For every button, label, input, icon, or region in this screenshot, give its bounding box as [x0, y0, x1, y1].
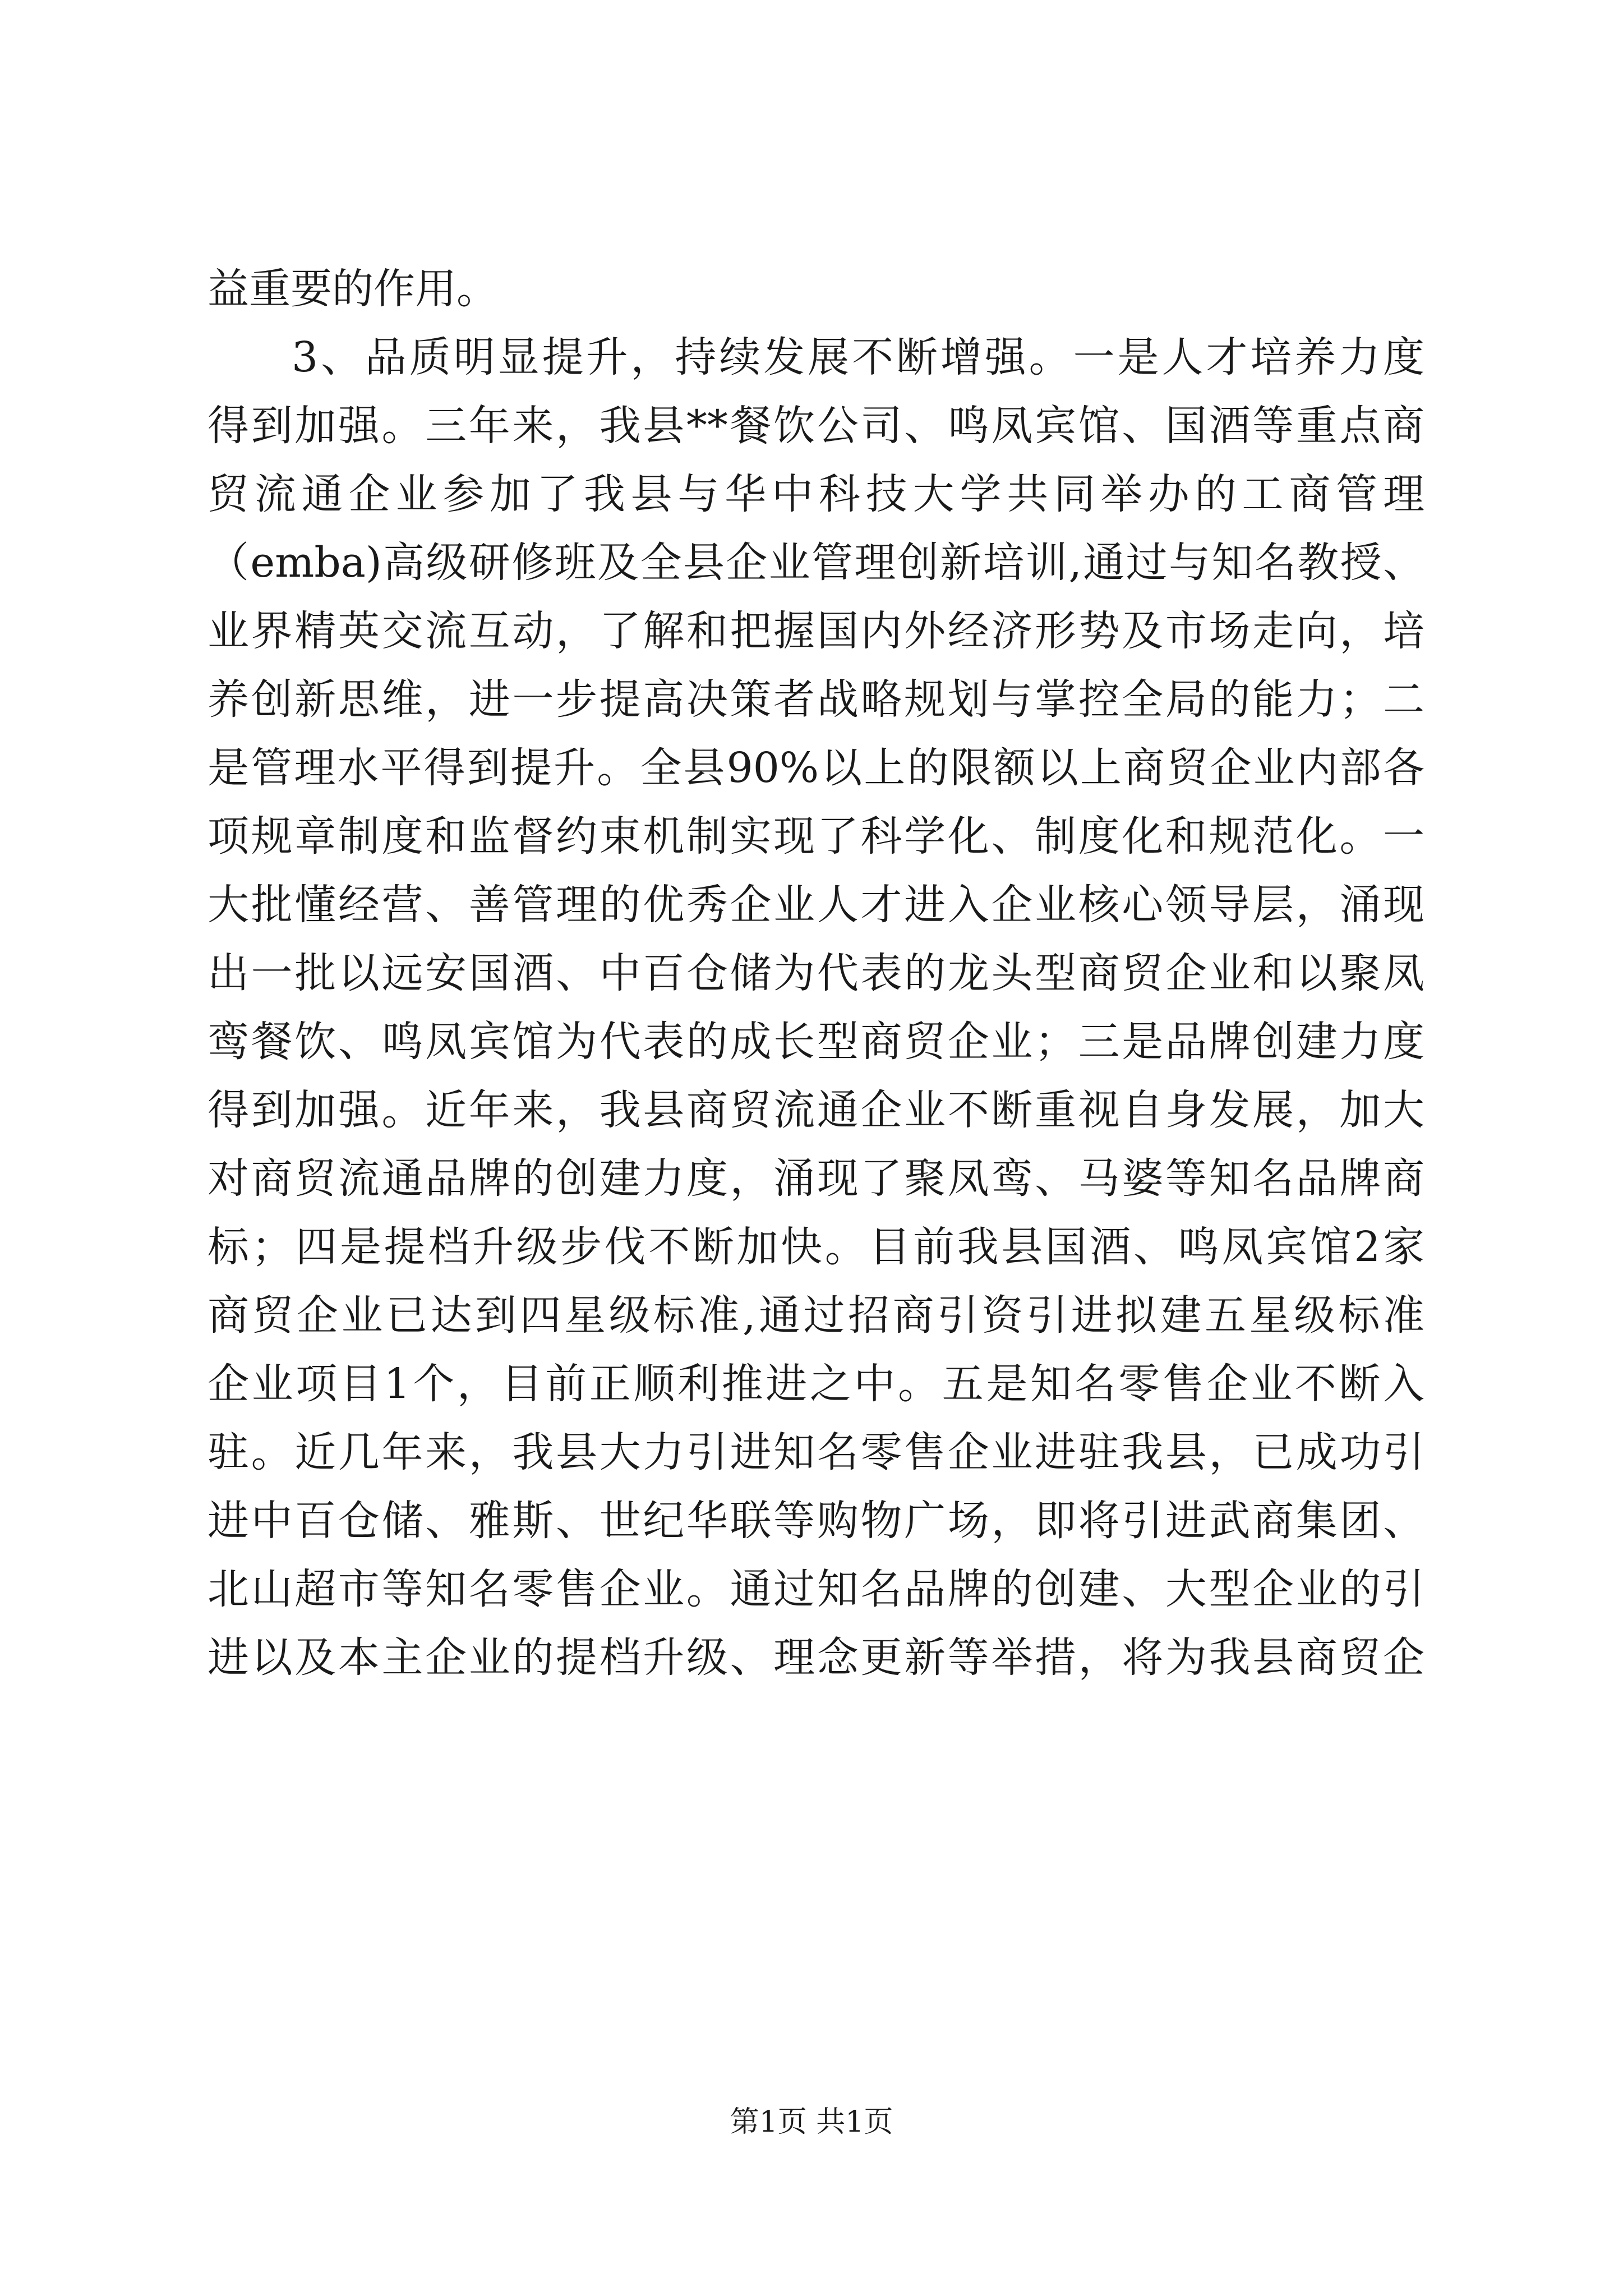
paragraph-line: 出一批以远安国酒、中百仓储为代表的龙头型商贸企业和以聚凤	[208, 949, 1424, 997]
paragraph-line: 进以及本主企业的提档升级、理念更新等举措，将为我县商贸企	[208, 1634, 1424, 1682]
paragraph-line: 项规章制度和监督约束机制实现了科学化、制度化和规范化。一	[208, 812, 1424, 861]
paragraph-line: 对商贸流通品牌的创建力度，涌现了聚凤鸾、马婆等知名品牌商	[208, 1154, 1424, 1203]
paragraph-line: 3、品质明显提升，持续发展不断增强。一是人才培养力度	[292, 333, 1424, 381]
paragraph-line: 鸾餐饮、鸣凤宾馆为代表的成长型商贸企业；三是品牌创建力度	[208, 1018, 1424, 1066]
paragraph-line: 业界精英交流互动，了解和把握国内外经济形势及市场走向，培	[208, 607, 1424, 655]
paragraph-line: 得到加强。三年来，我县**餐饮公司、鸣凤宾馆、国酒等重点商	[208, 402, 1424, 450]
paragraph-line: 标；四是提档升级步伐不断加快。目前我县国酒、鸣凤宾馆2家	[208, 1223, 1424, 1271]
paragraph-line: 得到加强。近年来，我县商贸流通企业不断重视自身发展，加大	[208, 1086, 1424, 1134]
paragraph-line: 养创新思维，进一步提高决策者战略规划与掌控全局的能力；二	[208, 675, 1424, 724]
paragraph-line: 驻。近几年来，我县大力引进知名零售企业进驻我县，已成功引	[208, 1428, 1424, 1476]
paragraph-line: 大批懂经营、善管理的优秀企业人才进入企业核心领导层，涌现	[208, 881, 1424, 929]
paragraph-line: 是管理水平得到提升。全县90%以上的限额以上商贸企业内部各	[208, 744, 1424, 792]
page-footer: 第1页 共1页	[730, 2105, 893, 2139]
paragraph-line: 贸流通企业参加了我县与华中科技大学共同举办的工商管理	[208, 470, 1424, 518]
paragraph-line: 企业项目1个，目前正顺利推进之中。五是知名零售企业不断入	[208, 1360, 1424, 1408]
paragraph-line: 进中百仓储、雅斯、世纪华联等购物广场，即将引进武商集团、	[208, 1497, 1424, 1545]
paragraph-line: （emba)高级研修班及全县企业管理创新培训,通过与知名教授、	[208, 539, 1424, 587]
paragraph-line: 北山超市等知名零售企业。通过知名品牌的创建、大型企业的引	[208, 1565, 1424, 1613]
body-text	[208, 255, 1424, 1692]
paragraph-line: 商贸企业已达到四星级标准,通过招商引资引进拟建五星级标准	[208, 1291, 1424, 1340]
paragraph-line: 益重要的作用。	[208, 265, 498, 313]
